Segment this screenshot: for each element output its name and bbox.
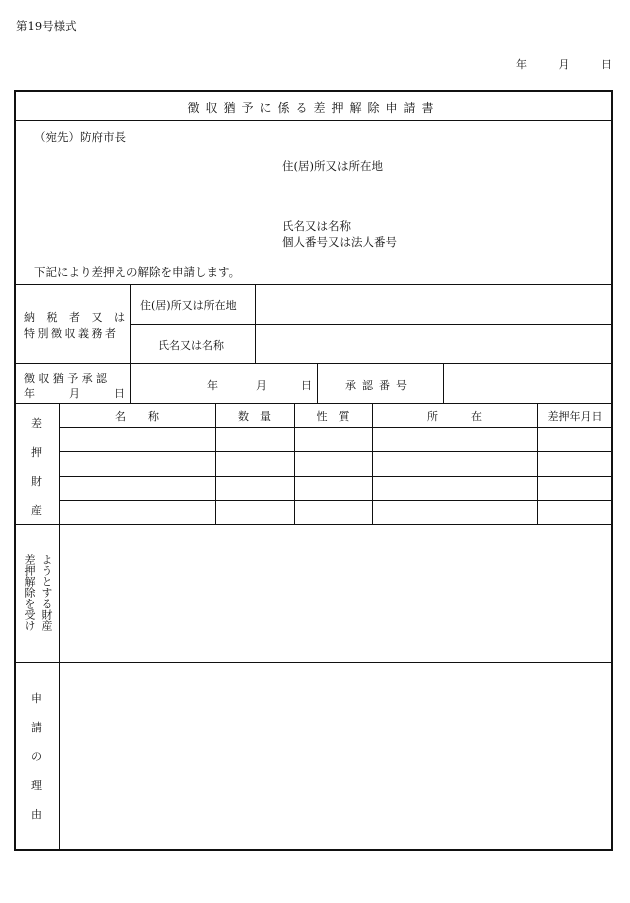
col-header-quantity: 数 量	[238, 410, 271, 423]
taxpayer-name-label: 氏名又は名称	[158, 339, 224, 352]
taxpayer-char: 又	[91, 311, 103, 324]
approval-number-label: 承認番号	[345, 379, 413, 392]
taxpayer-address-label: 住(居)所又は所在地	[140, 299, 237, 312]
line-release-top	[16, 524, 613, 525]
taxpayer-label-line2: 特別徴収義務者	[24, 327, 119, 340]
col-header-name: 名 称	[115, 410, 159, 423]
approval-label-day: 日	[114, 387, 125, 400]
reason-label-char: 請	[31, 721, 42, 734]
form-title: 徴収猶予に係る差押解除申請書	[187, 101, 440, 115]
vline-label-col	[130, 284, 131, 403]
line-seized-row2	[59, 476, 613, 477]
approval-date-month: 月	[256, 379, 267, 392]
seized-label-char: 産	[31, 504, 42, 517]
vline-approval-number	[443, 363, 444, 403]
vline-approval-mid	[317, 363, 318, 403]
col-header-nature: 性 質	[316, 410, 350, 423]
submission-date	[516, 56, 612, 72]
request-sentence: 下記により差押えの解除を申請します。	[34, 265, 241, 279]
line-seized-row3	[59, 500, 613, 501]
taxpayer-label-line1	[24, 309, 125, 325]
reason-label-char: の	[31, 750, 42, 763]
line-seized-top	[16, 403, 613, 404]
approval-label-year: 年	[24, 387, 35, 400]
addressee: （宛先）防府市長	[34, 130, 126, 144]
taxpayer-char: 者	[69, 311, 80, 324]
seized-label-char: 財	[31, 475, 42, 488]
release-label-col1: 差押解除を受け	[23, 554, 36, 631]
applicant-name-label: 氏名又は名称	[282, 219, 351, 233]
reason-label-char: 由	[31, 808, 42, 821]
approval-date-day: 日	[301, 379, 312, 392]
approval-date-year: 年	[207, 379, 218, 392]
vline-taxpayer-value	[255, 284, 256, 363]
approval-label-month: 月	[69, 387, 80, 400]
line-reason-top	[16, 662, 613, 663]
line-taxpayer-mid	[130, 324, 613, 325]
seized-label-char: 差	[31, 417, 42, 430]
taxpayer-char: 納	[24, 311, 35, 324]
form-number: 第19号様式	[16, 19, 77, 33]
col-header-location: 所 在	[427, 410, 482, 423]
approval-date-label-line2	[24, 385, 125, 401]
seized-label-char: 押	[31, 446, 42, 459]
approval-date-label-line1: 徴収猶予承認	[24, 372, 111, 385]
line-taxpayer-top	[16, 284, 613, 285]
form-frame	[14, 90, 613, 851]
release-label-col2: ようとする財産	[40, 554, 53, 631]
line-seized-row1	[59, 451, 613, 452]
line-seized-header	[59, 427, 613, 428]
line-approval-top	[16, 363, 613, 364]
title-divider	[16, 120, 613, 121]
taxpayer-char: 税	[46, 311, 58, 324]
date-month-label: 月	[558, 58, 570, 71]
col-header-seizure-date: 差押年月日	[547, 410, 603, 423]
date-day-label: 日	[601, 58, 612, 71]
taxpayer-char: は	[114, 311, 125, 324]
date-year-label: 年	[516, 58, 527, 71]
vline-side-label	[59, 403, 60, 851]
reason-label-char: 理	[31, 779, 42, 792]
applicant-number-label: 個人番号又は法人番号	[282, 235, 397, 249]
reason-label-char: 申	[31, 692, 42, 705]
applicant-address-label: 住(居)所又は所在地	[282, 159, 383, 173]
